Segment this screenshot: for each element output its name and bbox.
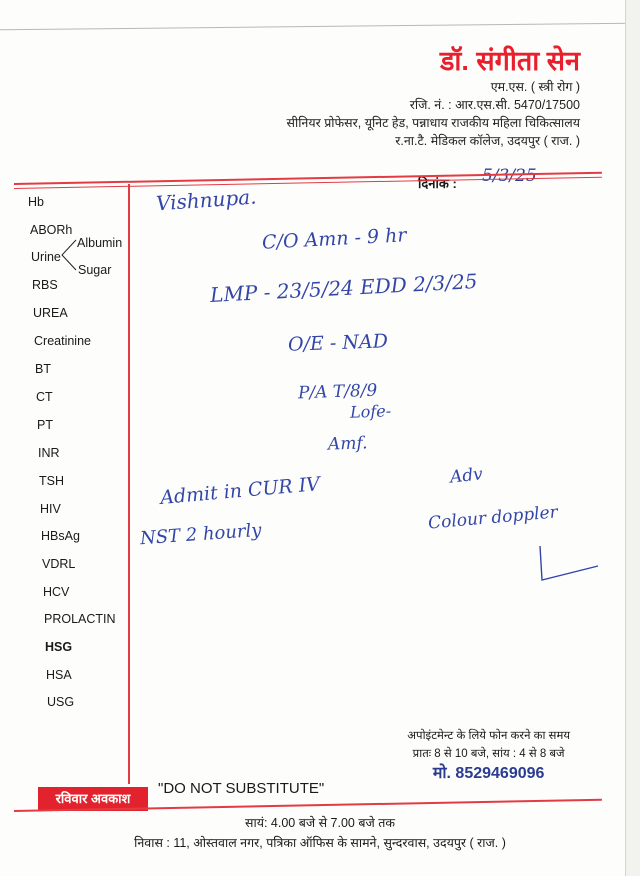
appointment-info: [407, 727, 570, 783]
doppler-note: Colour doppler: [427, 502, 559, 534]
test-item: Creatinine: [34, 334, 91, 348]
complaint-note: C/O Amn - 9 hr: [261, 224, 407, 254]
test-item: HBsAg: [41, 529, 80, 543]
degree: एम.एस. ( स्त्री रोग ): [490, 80, 580, 94]
paper-edge-line: [0, 23, 630, 31]
lmp-edd-note: LMP - 23/5/24 EDD 2/3/25: [209, 269, 479, 307]
evening-hours: सायं: 4.00 बजे से 7.00 बजे तक: [245, 816, 395, 830]
nst-note: NST 2 hourly: [139, 519, 263, 550]
do-not-substitute: "DO NOT SUBSTITUTE": [158, 780, 325, 797]
test-item: HSA: [46, 668, 72, 682]
test-item: TSH: [39, 474, 64, 488]
test-item: Albumin: [77, 236, 123, 250]
college: र.ना.टै. मेडिकल कॉलेज, उदयपुर ( राज. ): [395, 134, 580, 148]
pa-note: P/A T/8/9: [297, 380, 378, 404]
appointment-title: अपोइंटमेन्ट के लिये फोन करने का समय: [407, 730, 570, 742]
test-column-divider: [128, 184, 130, 784]
paper-right-edge: [625, 0, 640, 876]
test-item: USG: [47, 695, 75, 709]
residence-address: निवास : 11, ओस्तवाल नगर, पत्रिका ऑफिस के सामने, सुन्दरवास, उदयपुर ( राज. ): [134, 836, 506, 850]
sunday-holiday-badge: रविवार अवकाश: [38, 787, 148, 811]
test-item: RBS: [32, 278, 58, 292]
brace-icon: [60, 238, 78, 272]
test-item: Sugar: [78, 263, 112, 277]
date-label: दिनांक :: [418, 176, 457, 191]
test-item: BT: [35, 362, 51, 376]
test-item: PT: [37, 418, 53, 432]
test-item: Hb: [28, 195, 44, 209]
test-item: HCV: [43, 585, 70, 599]
admit-note: Admit in CUR IV: [159, 473, 321, 509]
exam-note: O/E - NAD: [287, 330, 389, 356]
pa-note-3: Amf.: [327, 433, 368, 455]
date-value: 5/3/25: [482, 166, 537, 186]
test-item: UREA: [33, 306, 68, 320]
test-item: CT: [36, 390, 53, 404]
letterhead: [287, 44, 581, 150]
phone-number: मो. 8529469096: [432, 765, 545, 782]
test-item: VDRL: [42, 557, 76, 571]
test-item: PROLACTIN: [44, 612, 116, 626]
advice-note: Adv: [449, 464, 484, 488]
signature-mark: [534, 544, 602, 584]
registration-number: रजि. नं. : आर.एस.सी. 5470/17500: [409, 98, 580, 112]
appointment-hours: प्रातः 8 से 10 बजे, सांय : 4 से 8 बजे: [412, 748, 565, 760]
test-item: HIV: [40, 502, 61, 516]
designation: सीनियर प्रोफेसर, यूनिट हेड, पन्नाधाय राजकीय महिला चिकित्सालय: [286, 116, 580, 130]
test-item: Urine: [31, 250, 61, 264]
patient-name: Vishnupa.: [155, 184, 258, 216]
pa-note-2: Lofe-: [349, 401, 392, 422]
test-item: ABORh: [30, 223, 73, 237]
test-item: INR: [38, 446, 60, 460]
test-item: HSG: [45, 640, 73, 654]
doctor-name: डॉ. संगीता सेन: [439, 46, 580, 76]
